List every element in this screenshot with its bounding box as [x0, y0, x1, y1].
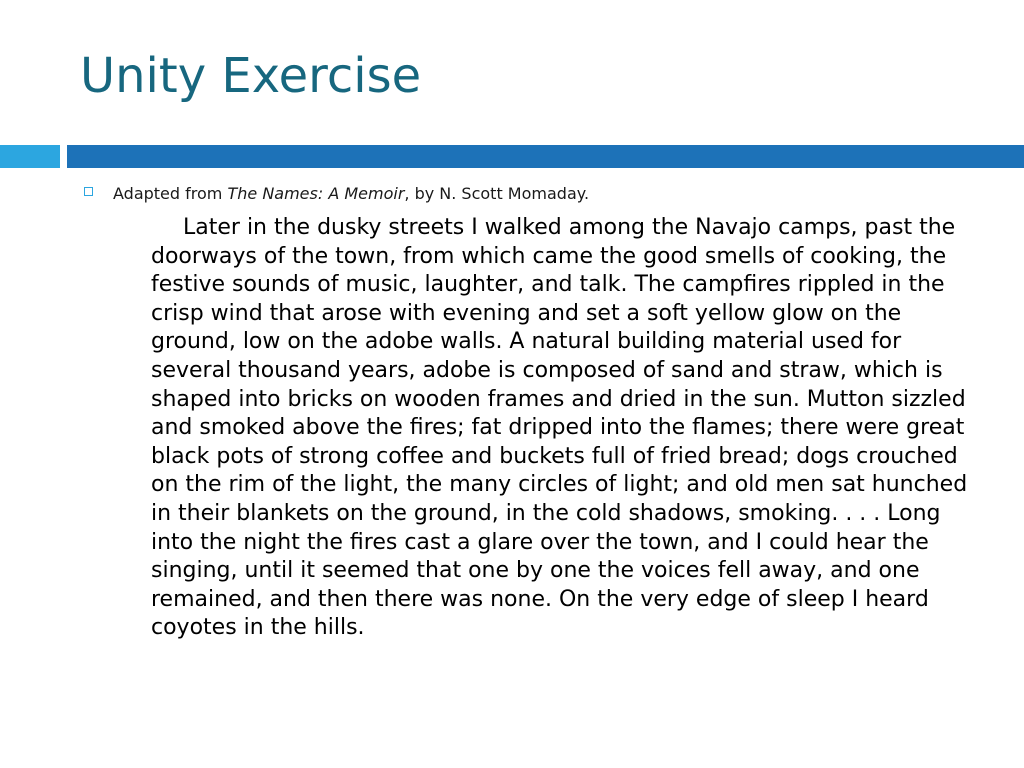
slide-title: Unity Exercise — [80, 48, 422, 104]
accent-bar-left — [0, 145, 60, 168]
accent-bar-main — [67, 145, 1024, 168]
attribution-work-title: The Names: A Memoir — [227, 184, 405, 203]
attribution-suffix: , by N. Scott Momaday. — [404, 184, 590, 203]
square-bullet-icon — [84, 187, 93, 196]
attribution-prefix: Adapted from — [113, 184, 228, 203]
passage-text: Later in the dusky streets I walked among the Navajo camps, past the doorways of the town, from which came the good smells of cooking, the festive sounds of music, laughter, and talk. The campfires rippled in the crisp wind that arose with evening and set a soft yellow glow on the ground, low on the adobe walls. A natural building material used for several thousand years, adobe is composed of sand and straw, which is shaped into bricks on wooden frames and dried in the sun. Mutton sizzled and smoked above the fires; fat dripped into the flames; there were great black pots of strong coffee and buckets full of fried bread; dogs crouched on the rim of the light, the many circles of light; and old men sat hunched in their blankets on the ground, in the cold shadows, smoking. . . . Long into the night the fires cast a glare over the town, and I could hear the singing, until it seemed that one by one the voices fell away, and one remained, and then there was none. On the very edge of sleep I heard coyotes in the hills. — [151, 215, 968, 641]
attribution-bullet — [84, 184, 589, 204]
